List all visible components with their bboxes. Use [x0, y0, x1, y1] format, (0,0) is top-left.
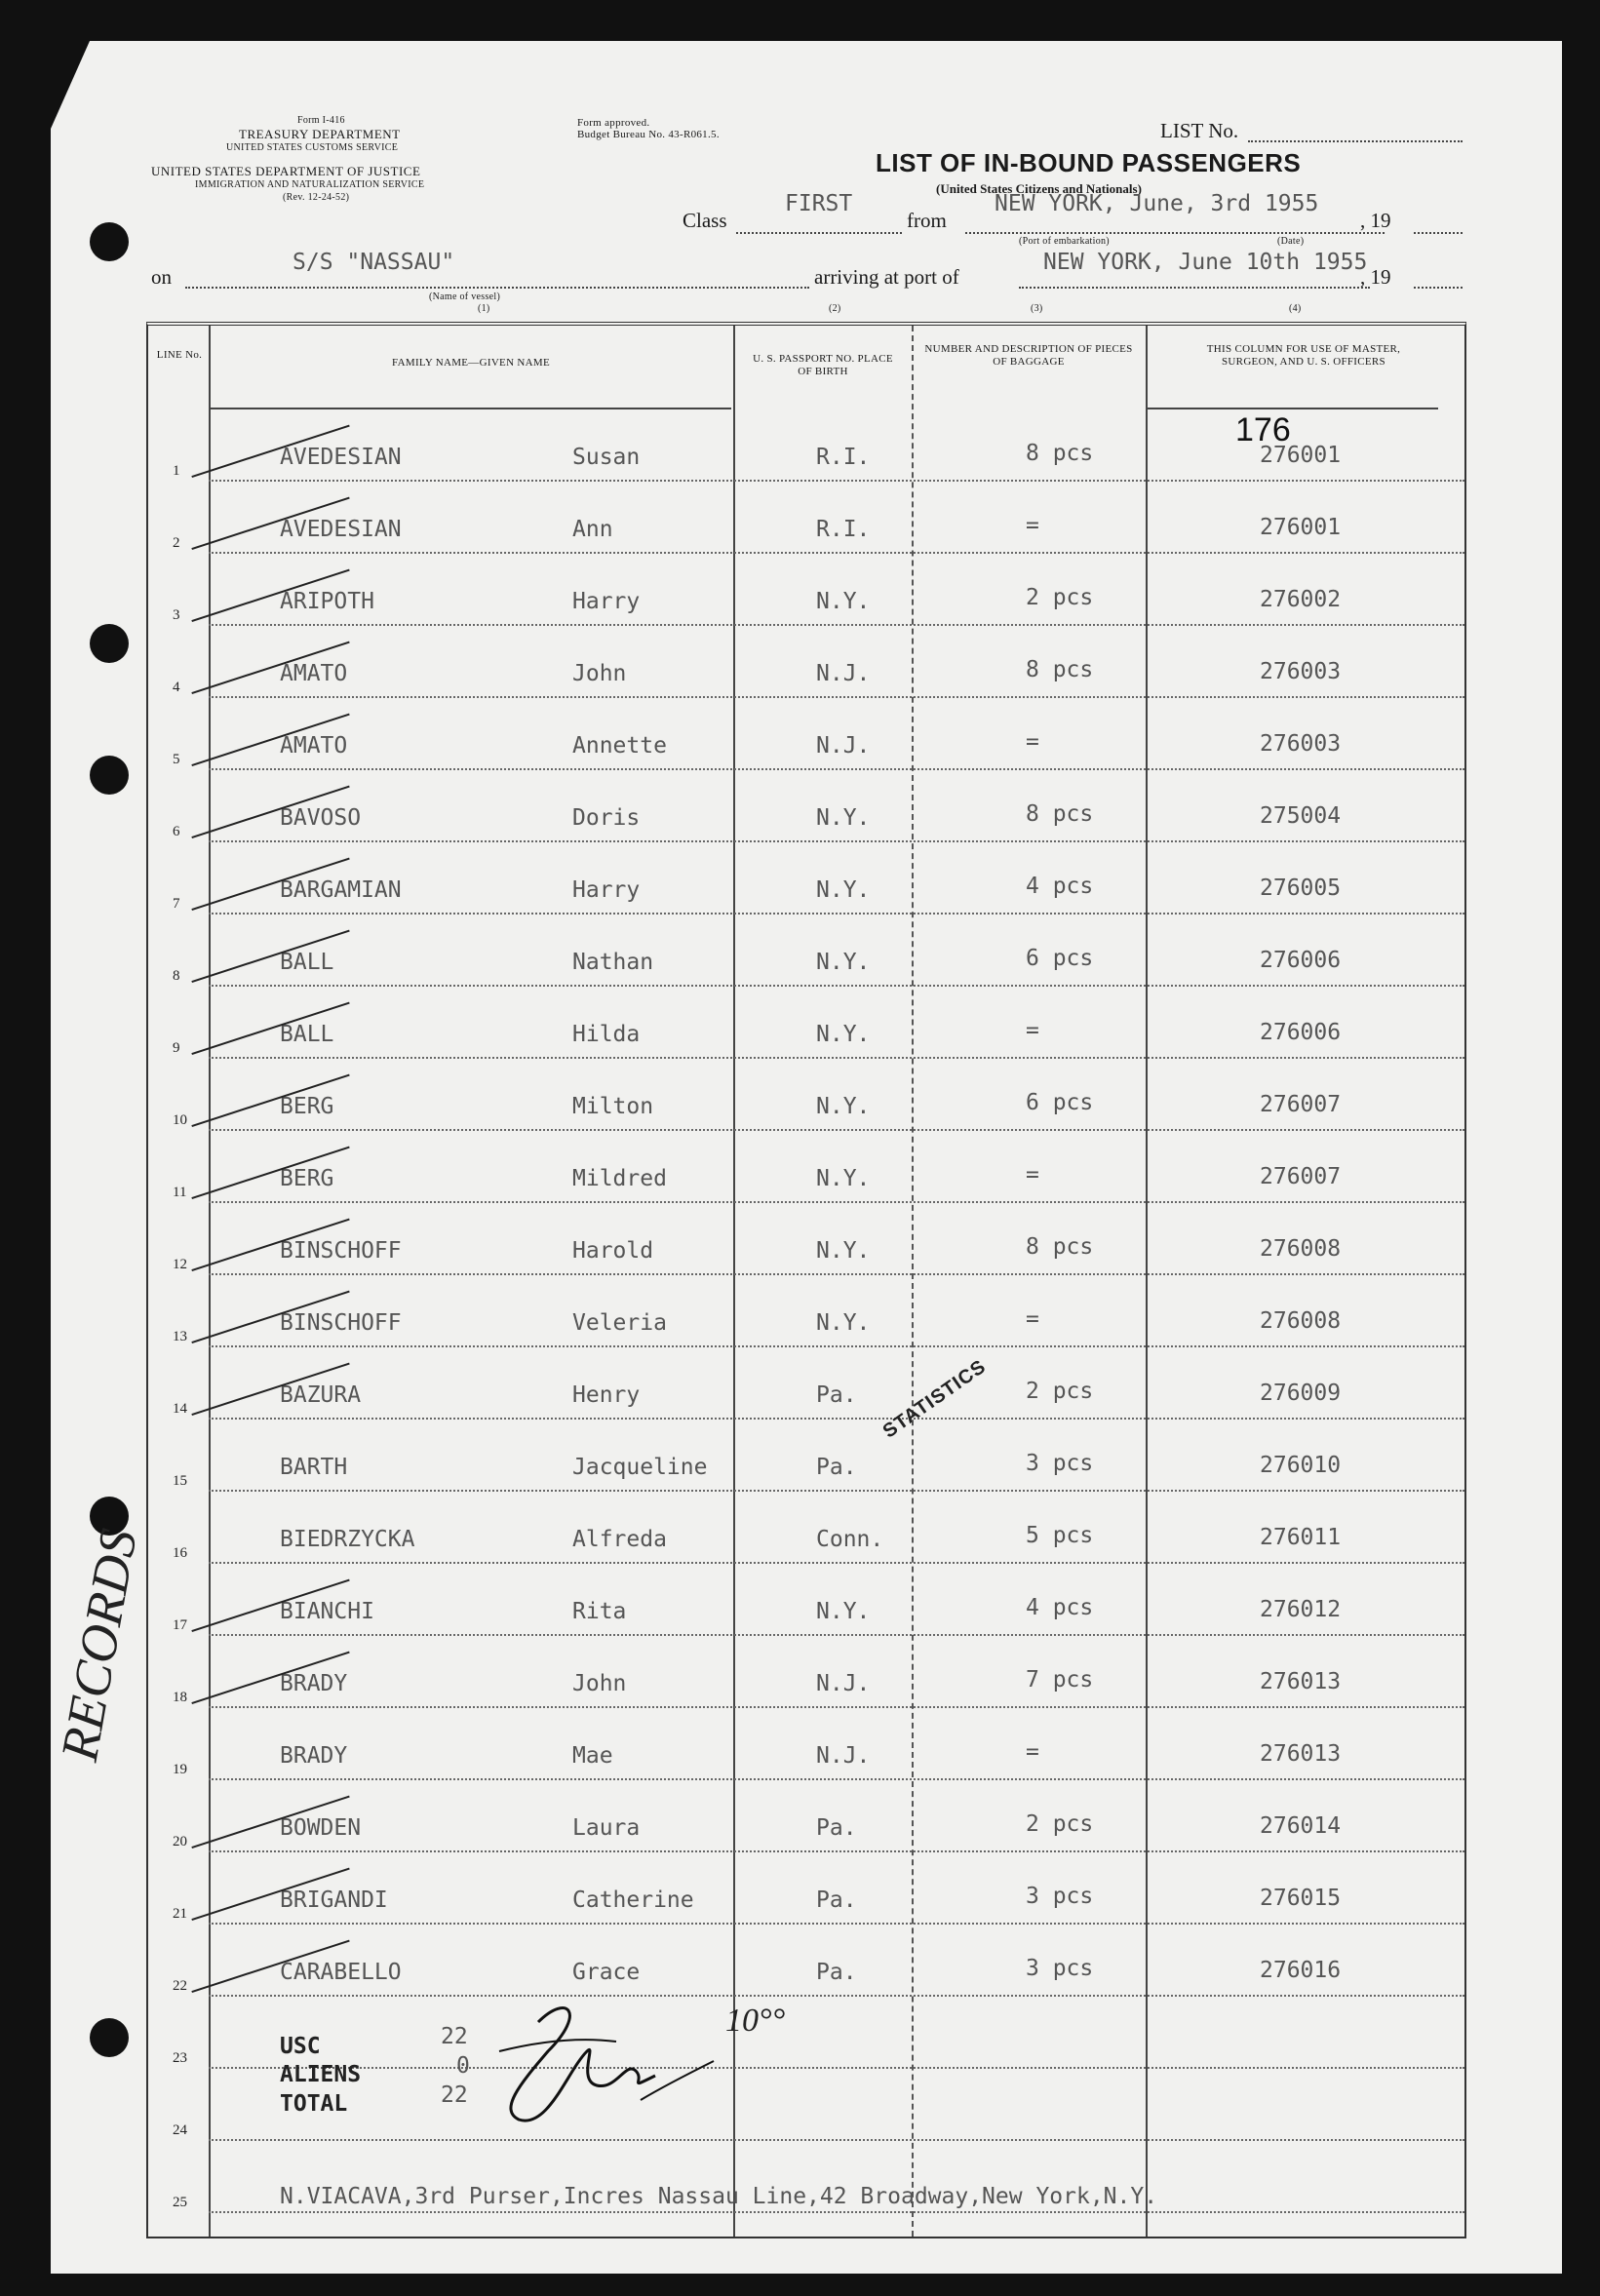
baggage-count: 4 pcs [1026, 874, 1094, 899]
table-row [148, 770, 1464, 842]
form-number: Form I-416 [297, 115, 345, 126]
document-subtitle: (United States Citizens and Nationals) [936, 181, 1142, 196]
officer-number: 276003 [1260, 731, 1342, 757]
table-row [148, 842, 1464, 915]
col-header-baggage: NUMBER AND DESCRIPTION OF PIECES OF BAGGAGE [924, 343, 1133, 368]
place-of-birth: N.Y. [816, 589, 871, 614]
line-number: 22 [173, 1978, 187, 1994]
officer-number: 276011 [1260, 1525, 1342, 1550]
place-of-birth: N.J. [816, 733, 871, 759]
officer-number: 276005 [1260, 876, 1342, 901]
family-name: BINSCHOFF [280, 1238, 402, 1264]
table-row [148, 1997, 1464, 2069]
baggage-count: 8 pcs [1026, 1234, 1094, 1260]
family-name: AVEDESIAN [280, 445, 402, 470]
family-name: BAZURA [280, 1382, 362, 1408]
given-name: Milton [572, 1094, 654, 1119]
table-row [148, 987, 1464, 1059]
handwritten-number: 176 [1235, 411, 1291, 448]
family-name: BERG [280, 1166, 334, 1191]
line-number: 16 [173, 1545, 187, 1561]
table-row [148, 1492, 1464, 1564]
list-no-label: LIST No. [1160, 119, 1239, 142]
table-row [148, 1852, 1464, 1925]
col-caption-4: (4) [1289, 303, 1302, 314]
family-name: BIEDRZYCKA [280, 1527, 415, 1552]
col-header-passport: U. S. PASSPORT NO. PLACE OF BIRTH [753, 353, 893, 377]
line-number: 6 [173, 824, 180, 839]
line-number: 3 [173, 607, 180, 623]
given-name: Mae [572, 1743, 613, 1769]
baggage-count: = [1026, 729, 1039, 755]
given-name: Veleria [572, 1310, 667, 1336]
given-name: John [572, 1671, 627, 1696]
given-name: Mildred [572, 1166, 667, 1191]
line-number: 21 [173, 1906, 187, 1922]
baggage-count: 6 pcs [1026, 1090, 1094, 1115]
baggage-count: 6 pcs [1026, 946, 1094, 971]
line-number: 14 [173, 1401, 187, 1417]
table-row [148, 409, 1464, 482]
baggage-count: = [1026, 1018, 1039, 1043]
line-number: 8 [173, 968, 180, 984]
total-label: TOTAL [280, 2091, 348, 2117]
line-number: 5 [173, 752, 180, 767]
family-name: BOWDEN [280, 1815, 362, 1841]
table-row [148, 626, 1464, 698]
on-label: on [151, 265, 172, 289]
given-name: Grace [572, 1960, 641, 1985]
given-name: Laura [572, 1815, 641, 1841]
given-name: Harry [572, 589, 641, 614]
place-of-birth: N.Y. [816, 950, 871, 975]
line-number: 7 [173, 896, 180, 912]
arrival-value: NEW YORK, June 10th 1955 [1043, 250, 1368, 275]
table-row [148, 554, 1464, 626]
line-number: 13 [173, 1329, 187, 1344]
family-name: ARIPOTH [280, 589, 374, 614]
class-label: Class [683, 209, 727, 232]
officer-number: 276006 [1260, 948, 1342, 973]
date-caption: (Date) [1277, 236, 1305, 247]
officer-number: 276012 [1260, 1597, 1342, 1622]
class-value: FIRST [785, 191, 853, 216]
embarkation-value: NEW YORK, June, 3rd 1955 [995, 191, 1319, 216]
statistics-stamp: STATISTICS [878, 1355, 991, 1443]
officer-number: 276009 [1260, 1381, 1342, 1406]
revision-date: (Rev. 12-24-52) [283, 192, 350, 203]
total-value: 22 [441, 2082, 468, 2108]
baggage-count: = [1026, 1739, 1039, 1765]
port-caption: (Port of embarkation) [1019, 236, 1110, 247]
officer-number: 276007 [1260, 1092, 1342, 1117]
place-of-birth: Pa. [816, 1455, 857, 1480]
year-label: , 19 [1360, 209, 1391, 232]
family-name: BARGAMIAN [280, 877, 402, 903]
col-header-line-no: LINE No. [156, 349, 203, 361]
given-name: Ann [572, 517, 613, 542]
officer-number: 276014 [1260, 1813, 1342, 1839]
family-name: BINSCHOFF [280, 1310, 402, 1336]
table-row [148, 1203, 1464, 1275]
baggage-count: 5 pcs [1026, 1523, 1094, 1548]
table-row [148, 915, 1464, 987]
line-number: 19 [173, 1762, 187, 1777]
customs-service: UNITED STATES CUSTOMS SERVICE [226, 142, 399, 153]
baggage-count: 3 pcs [1026, 1884, 1094, 1909]
year-label-2: , 19 [1360, 265, 1391, 289]
place-of-birth: N.Y. [816, 805, 871, 831]
punch-hole [90, 2018, 129, 2057]
budget-bureau: Budget Bureau No. 43-R061.5. [577, 129, 720, 140]
table-row [148, 1420, 1464, 1492]
arriving-label: arriving at port of [814, 265, 959, 289]
baggage-count: 7 pcs [1026, 1667, 1094, 1693]
officer-number: 276006 [1260, 1020, 1342, 1045]
family-name: AMATO [280, 661, 348, 686]
given-name: Harry [572, 877, 641, 903]
signature-note: 10°° [725, 2003, 786, 2039]
passenger-table [146, 322, 1466, 2238]
punch-hole [90, 222, 129, 261]
place-of-birth: N.J. [816, 1671, 871, 1696]
place-of-birth: N.Y. [816, 1022, 871, 1047]
officer-number: 276008 [1260, 1236, 1342, 1262]
place-of-birth: R.I. [816, 517, 871, 542]
punch-hole [90, 624, 129, 663]
table-row [148, 1780, 1464, 1852]
place-of-birth: N.Y. [816, 1599, 871, 1624]
place-of-birth: N.Y. [816, 1094, 871, 1119]
family-name: BRIGANDI [280, 1887, 388, 1913]
col-header-name: FAMILY NAME—GIVEN NAME [392, 357, 550, 369]
given-name: Nathan [572, 950, 654, 975]
place-of-birth: Pa. [816, 1815, 857, 1841]
given-name: Catherine [572, 1887, 694, 1913]
place-of-birth: Conn. [816, 1527, 884, 1552]
justice-dept: UNITED STATES DEPARTMENT OF JUSTICE [151, 164, 421, 178]
family-name: BRADY [280, 1671, 348, 1696]
given-name: Annette [572, 733, 667, 759]
family-name: BIANCHI [280, 1599, 374, 1624]
officer-number: 276007 [1260, 1164, 1342, 1189]
baggage-count: = [1026, 1306, 1039, 1332]
table-row [148, 482, 1464, 554]
officer-number: 276001 [1260, 515, 1342, 540]
table-row [148, 1636, 1464, 1708]
purser-signature [480, 1993, 733, 2139]
place-of-birth: N.J. [816, 1743, 871, 1769]
margin-note: RECORDS [49, 1524, 148, 1766]
usc-value: 22 [441, 2024, 468, 2049]
table-row [148, 1275, 1464, 1347]
place-of-birth: Pa. [816, 1887, 857, 1913]
family-name: BARTH [280, 1455, 348, 1480]
given-name: Alfreda [572, 1527, 667, 1552]
baggage-count: 8 pcs [1026, 801, 1094, 827]
line-number: 10 [173, 1112, 187, 1128]
table-row [148, 1925, 1464, 1997]
officer-number: 276001 [1260, 443, 1342, 468]
line-number: 12 [173, 1257, 187, 1272]
baggage-count: 8 pcs [1026, 657, 1094, 682]
given-name: John [572, 661, 627, 686]
purser-footer: N.VIACAVA,3rd Purser,Incres Nassau Line,42 Broadway,New York,N.Y. [280, 2184, 1158, 2209]
table-row [148, 1708, 1464, 1780]
officer-number: 276003 [1260, 659, 1342, 684]
officer-number: 276013 [1260, 1741, 1342, 1767]
officer-number: 276015 [1260, 1886, 1342, 1911]
punch-hole [90, 756, 129, 795]
line-number: 23 [173, 2050, 187, 2066]
document-title: LIST OF IN-BOUND PASSENGERS [876, 148, 1302, 177]
line-number: 11 [173, 1185, 187, 1200]
corner-cut [51, 41, 90, 129]
given-name: Hilda [572, 1022, 641, 1047]
line-number: 24 [173, 2122, 187, 2138]
aliens-label: ALIENS [280, 2062, 362, 2087]
baggage-count: 3 pcs [1026, 1956, 1094, 1981]
officer-number: 275004 [1260, 803, 1342, 829]
given-name: Jacqueline [572, 1455, 708, 1480]
given-name: Henry [572, 1382, 641, 1408]
baggage-count: 2 pcs [1026, 585, 1094, 610]
place-of-birth: R.I. [816, 445, 871, 470]
given-name: Susan [572, 445, 641, 470]
place-of-birth: Pa. [816, 1382, 857, 1408]
line-number: 15 [173, 1473, 187, 1489]
family-name: BALL [280, 1022, 334, 1047]
line-number: 9 [173, 1040, 180, 1056]
baggage-count: = [1026, 513, 1039, 538]
place-of-birth: Pa. [816, 1960, 857, 1985]
line-number: 4 [173, 680, 180, 695]
officer-number: 276010 [1260, 1453, 1342, 1478]
vessel-caption: (Name of vessel) [429, 292, 501, 302]
line-number: 25 [173, 2195, 187, 2210]
family-name: CARABELLO [280, 1960, 402, 1985]
table-row [148, 1347, 1464, 1420]
family-name: BALL [280, 950, 334, 975]
col-header-officers: THIS COLUMN FOR USE OF MASTER, SURGEON, AND U. S. OFFICERS [1206, 343, 1401, 368]
from-label: from [907, 209, 947, 232]
treasury-dept: TREASURY DEPARTMENT [239, 127, 401, 141]
col-caption-1: (1) [478, 303, 490, 314]
line-number: 2 [173, 535, 180, 551]
family-name: AVEDESIAN [280, 517, 402, 542]
table-row [148, 1131, 1464, 1203]
baggage-count: 4 pcs [1026, 1595, 1094, 1620]
line-number: 1 [173, 463, 180, 479]
ins-service: IMMIGRATION AND NATURALIZATION SERVICE [195, 179, 425, 190]
place-of-birth: N.Y. [816, 1166, 871, 1191]
line-number: 17 [173, 1617, 187, 1633]
baggage-count: 3 pcs [1026, 1451, 1094, 1476]
table-row [148, 698, 1464, 770]
officer-number: 276016 [1260, 1958, 1342, 1983]
officer-number: 276002 [1260, 587, 1342, 612]
baggage-count: 2 pcs [1026, 1811, 1094, 1837]
baggage-count: 2 pcs [1026, 1379, 1094, 1404]
family-name: AMATO [280, 733, 348, 759]
baggage-count: = [1026, 1162, 1039, 1187]
place-of-birth: N.Y. [816, 1238, 871, 1264]
given-name: Harold [572, 1238, 654, 1264]
family-name: BRADY [280, 1743, 348, 1769]
aliens-value: 0 [456, 2053, 470, 2079]
place-of-birth: N.J. [816, 661, 871, 686]
place-of-birth: N.Y. [816, 1310, 871, 1336]
table-row [148, 1059, 1464, 1131]
officer-number: 276013 [1260, 1669, 1342, 1694]
officer-number: 276008 [1260, 1308, 1342, 1334]
col-caption-3: (3) [1031, 303, 1043, 314]
place-of-birth: N.Y. [816, 877, 871, 903]
given-name: Doris [572, 805, 641, 831]
table-row [148, 1564, 1464, 1636]
form-approved: Form approved. [577, 117, 650, 129]
baggage-count: 8 pcs [1026, 441, 1094, 466]
family-name: BAVOSO [280, 805, 362, 831]
line-number: 18 [173, 1690, 187, 1705]
line-number: 20 [173, 1834, 187, 1849]
col-caption-2: (2) [829, 303, 841, 314]
family-name: BERG [280, 1094, 334, 1119]
given-name: Rita [572, 1599, 627, 1624]
vessel-value: S/S "NASSAU" [293, 250, 455, 275]
usc-label: USC [280, 2034, 321, 2059]
